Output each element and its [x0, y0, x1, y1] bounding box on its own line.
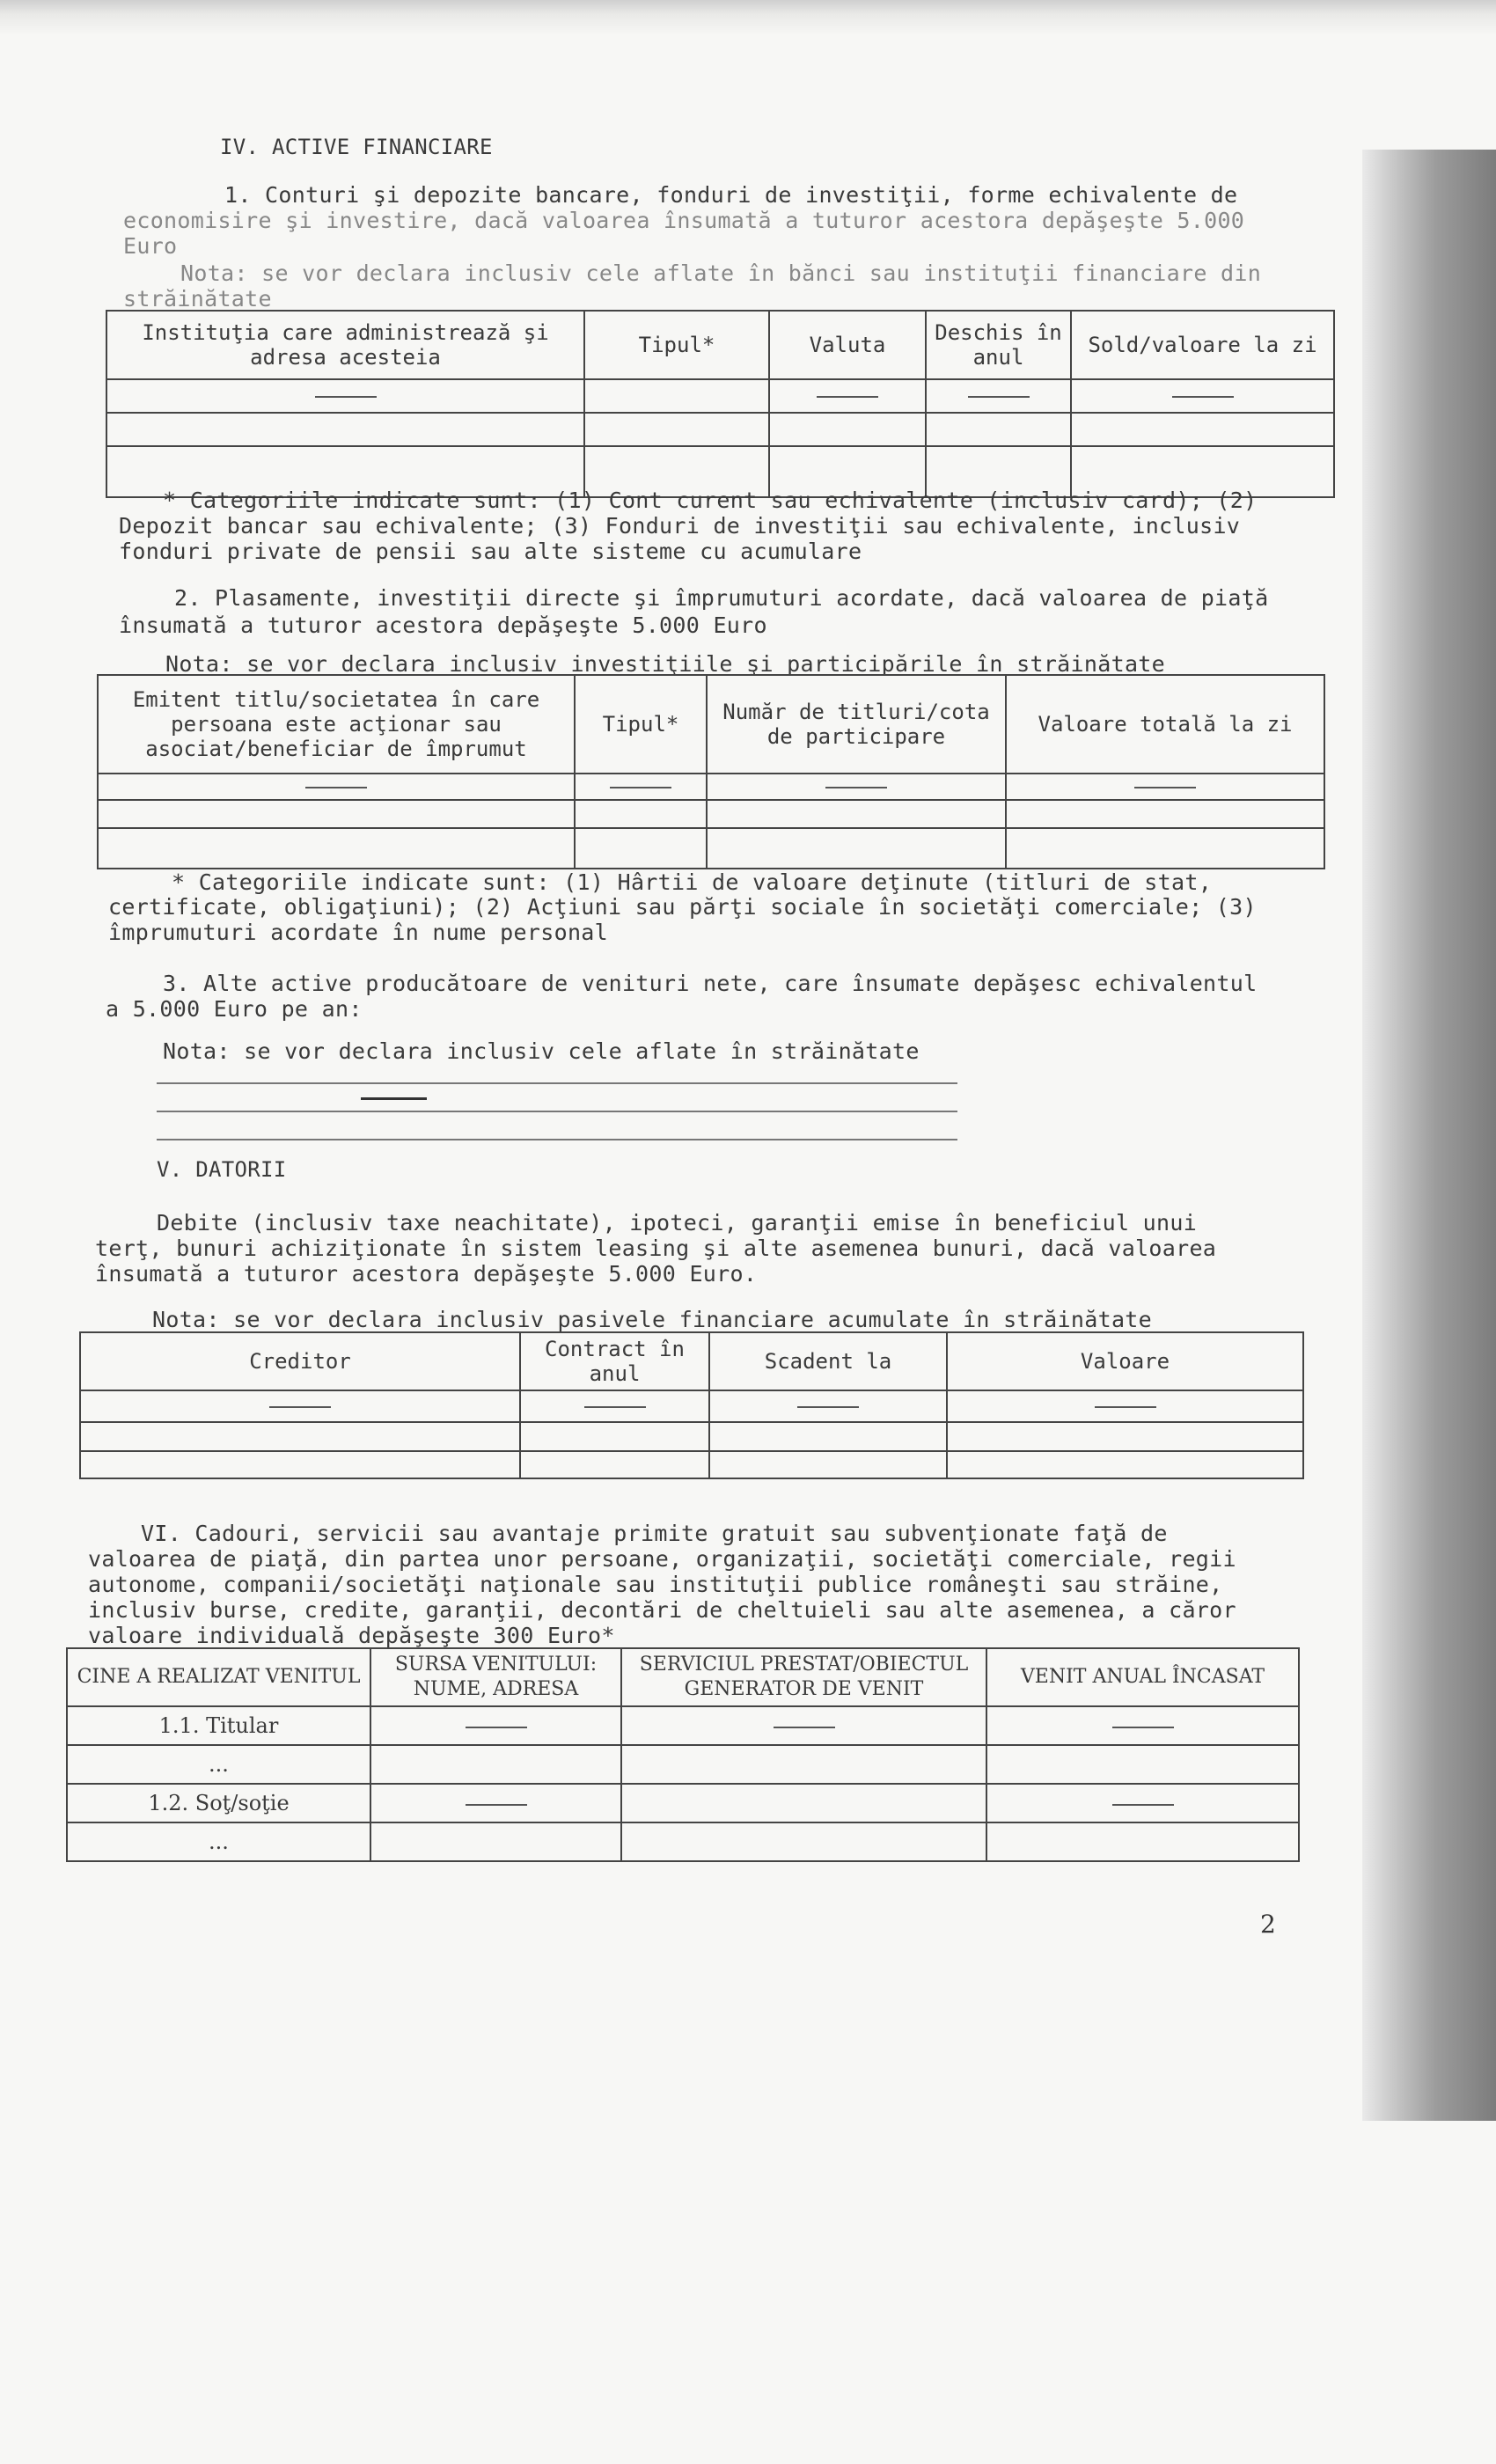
- table-row: [106, 379, 1334, 413]
- page-number: 2: [1260, 1910, 1276, 1939]
- dash-mark: [825, 787, 887, 788]
- col-shares-count: Număr de titluri/cota de participare: [707, 675, 1006, 774]
- gifts-line5: valoare individuală depăşeşte 300 Euro*: [88, 1623, 615, 1648]
- scan-top-shadow: [0, 0, 1496, 35]
- dash-mark: [361, 1097, 427, 1100]
- item2-footnote-line2: certificate, obligaţiuni); (2) Acţiuni sau părţi sociale în societăţi comerciale; (3): [108, 894, 1257, 920]
- table-row: [98, 774, 1324, 800]
- debts-line1: Debite (inclusiv taxe neachitate), ipoteci, garanţii emise în beneficiul unui: [157, 1210, 1198, 1236]
- item2-footnote-line3: împrumuturi acordate în nume personal: [108, 920, 608, 945]
- dash-mark: [1112, 1804, 1174, 1806]
- col-opened-year: Deschis în anul: [926, 311, 1071, 379]
- debts-table: [79, 1331, 1304, 1479]
- table-row: [67, 1784, 1299, 1822]
- col-currency: Valuta: [769, 311, 926, 379]
- scan-right-edge: [1362, 150, 1496, 2121]
- table-row: [80, 1390, 1303, 1422]
- col-income-source: SURSA VENITULUI: NUME, ADRESA: [370, 1648, 621, 1706]
- dash-mark: [466, 1727, 527, 1728]
- dash-mark: [1134, 787, 1196, 788]
- row-label: ...: [67, 1822, 370, 1861]
- item2-line2: însumată a tuturor acestora depăşeşte 5.000 Euro: [119, 612, 767, 638]
- table-row: [98, 800, 1324, 828]
- dash-mark: [774, 1727, 835, 1728]
- col-annual-income: VENIT ANUAL ÎNCASAT: [986, 1648, 1299, 1706]
- dash-mark: [1112, 1727, 1174, 1728]
- bank-accounts-table: [106, 310, 1335, 498]
- col-value: Valoare: [947, 1332, 1303, 1390]
- item2-footnote-line1: * Categoriile indicate sunt: (1) Hârtii de valoare deţinute (titluri de stat,: [172, 869, 1213, 895]
- dash-mark: [968, 396, 1030, 398]
- gifts-line1: VI. Cadouri, servicii sau avantaje primite gratuit sau subvenţionate faţă de: [141, 1521, 1168, 1546]
- dash-mark: [610, 787, 671, 788]
- debts-note: Nota: se vor declara inclusiv pasivele financiare acumulate în străinătate: [152, 1307, 1152, 1332]
- table-row: [80, 1451, 1303, 1478]
- table-row: [106, 413, 1334, 446]
- col-service: SERVICIUL PRESTAT/OBIECTUL GENERATOR DE VENIT: [621, 1648, 986, 1706]
- write-in-line: [157, 1082, 957, 1084]
- col-balance: Sold/valoare la zi: [1071, 311, 1334, 379]
- col-who-earned: CINE A REALIZAT VENITUL: [67, 1648, 370, 1706]
- dash-mark: [584, 1406, 646, 1408]
- table-row: [67, 1745, 1299, 1784]
- item3-line1: 3. Alte active producătoare de venituri nete, care însumate depăşesc echivalentul: [163, 971, 1258, 996]
- col-type: Tipul*: [575, 675, 707, 774]
- item2-line1: 2. Plasamente, investiţii directe şi împrumuturi acordate, dacă valoarea de piaţă: [174, 585, 1269, 611]
- debts-line3: însumată a tuturor acestora depăşeşte 5.000 Euro.: [95, 1261, 758, 1287]
- write-in-line: [157, 1139, 957, 1140]
- table-row: [80, 1422, 1303, 1451]
- col-institution: Instituţia care administrează şi adresa acesteia: [106, 311, 584, 379]
- col-issuer: Emitent titlu/societatea în care persoana este acţionar sau asociat/beneficiar de împrumut: [98, 675, 575, 774]
- dash-mark: [305, 787, 367, 788]
- table-row: [98, 828, 1324, 869]
- col-total-value: Valoare totală la zi: [1006, 675, 1324, 774]
- col-type: Tipul*: [584, 311, 769, 379]
- dash-mark: [1172, 396, 1234, 398]
- item3-note: Nota: se vor declara inclusiv cele aflate în străinătate: [163, 1038, 920, 1064]
- col-contract-year: Contract în anul: [520, 1332, 709, 1390]
- item1-line2: economisire şi investire, dacă valoarea însumată a tuturor acestora depăşeşte 5.000: [123, 208, 1245, 233]
- dash-mark: [817, 396, 878, 398]
- row-label: ...: [67, 1745, 370, 1784]
- col-creditor: Creditor: [80, 1332, 520, 1390]
- gifts-line3: autonome, companii/societăţi naţionale sau instituţii publice româneşti sau străine,: [88, 1572, 1223, 1597]
- item2-note: Nota: se vor declara inclusiv investiţiile şi participările în străinătate: [165, 651, 1165, 677]
- table-row: [67, 1706, 1299, 1745]
- table-row: [67, 1822, 1299, 1861]
- dash-mark: [1095, 1406, 1156, 1408]
- gifts-table: [66, 1647, 1300, 1862]
- item1-note-line2: străinătate: [123, 286, 272, 312]
- investments-table: [97, 674, 1325, 869]
- item1-line3: Euro: [123, 233, 178, 259]
- dash-mark: [466, 1804, 527, 1806]
- dash-mark: [269, 1406, 331, 1408]
- row-label: 1.2. Soţ/soţie: [67, 1784, 370, 1822]
- row-label: 1.1. Titular: [67, 1706, 370, 1745]
- dash-mark: [315, 396, 377, 398]
- item1-footnote-line2: Depozit bancar sau echivalente; (3) Fonduri de investiţii sau echivalente, inclusiv: [119, 513, 1241, 539]
- dash-mark: [797, 1406, 859, 1408]
- item1-line1: 1. Conturi şi depozite bancare, fonduri de investiţii, forme echivalente de: [224, 182, 1238, 208]
- item1-footnote-line3: fonduri private de pensii sau alte sisteme cu acumulare: [119, 539, 862, 564]
- write-in-line: [157, 1111, 957, 1112]
- item3-line2: a 5.000 Euro pe an:: [106, 996, 363, 1022]
- section-4-title: IV. ACTIVE FINANCIARE: [220, 135, 493, 159]
- gifts-line2: valoarea de piaţă, din partea unor persoane, organizaţii, societăţi comerciale, regii: [88, 1546, 1236, 1572]
- item1-footnote-line1: * Categoriile indicate sunt: (1) Cont curent sau echivalente (inclusiv card); (2): [163, 488, 1258, 513]
- col-due-date: Scadent la: [709, 1332, 947, 1390]
- item1-note-line1: Nota: se vor declara inclusiv cele aflate în bănci sau instituţii financiare din: [180, 260, 1262, 286]
- gifts-line4: inclusiv burse, credite, garanţii, decontări de cheltuieli sau alte asemenea, a căror: [88, 1597, 1236, 1623]
- section-5-title: V. DATORII: [157, 1157, 287, 1182]
- debts-line2: terţ, bunuri achiziţionate în sistem leasing şi alte asemenea bunuri, dacă valoarea: [95, 1236, 1217, 1261]
